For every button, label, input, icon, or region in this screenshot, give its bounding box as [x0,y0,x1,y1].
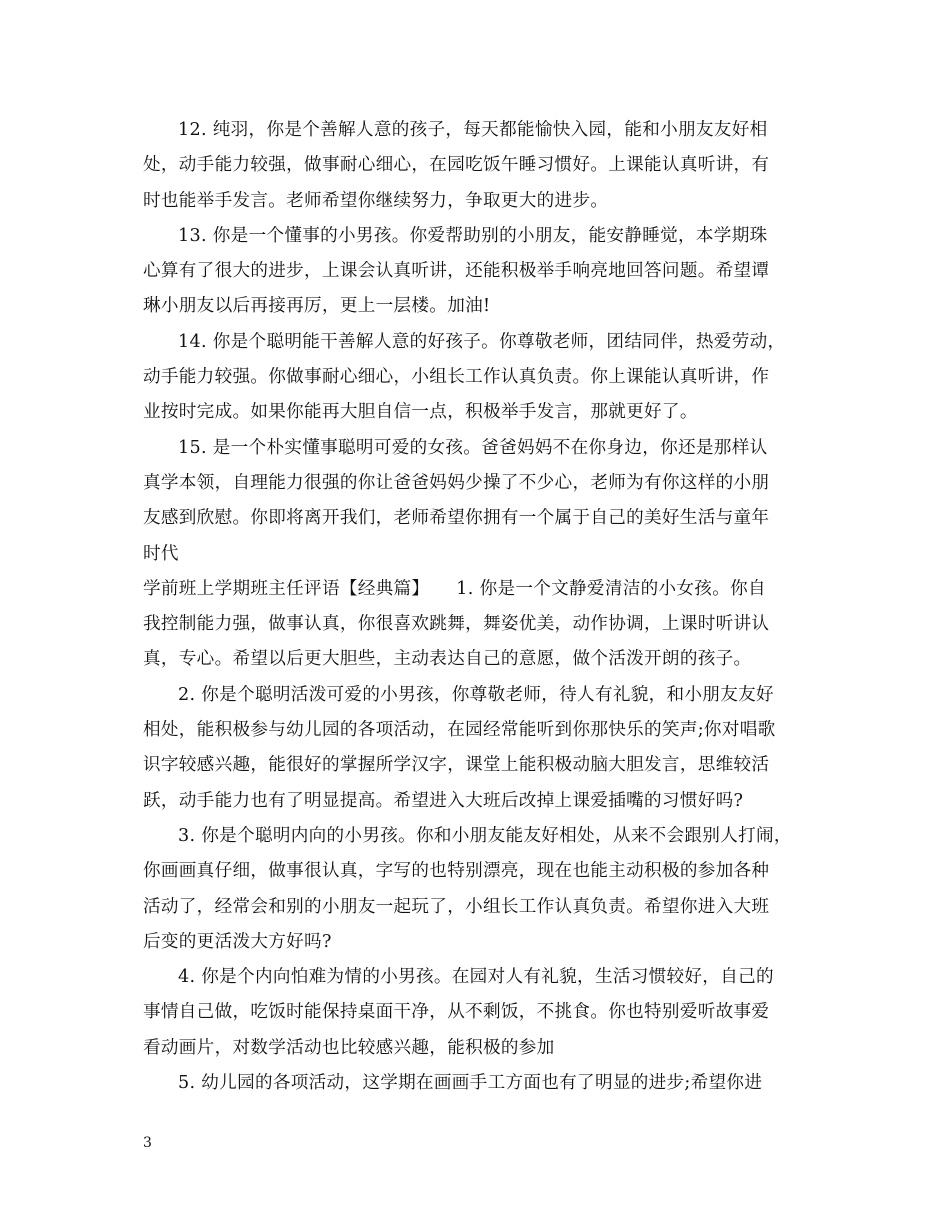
text-line: 友感到欣慰。你即将离开我们，老师希望你拥有一个属于自己的美好生活与童年 [143,508,770,529]
text-line: 12. 纯羽，你是个善解人意的孩子，每天都能愉快入园，能和小朋友友好相 [178,120,768,140]
text-line: 业按时完成。如果你能再大胆自信一点，积极举手发言，那就更好了。 [143,402,698,423]
text-line: 5. 幼儿园的各项活动，这学期在画画手工方面也有了明显的进步;希望你进 [178,1073,763,1094]
text-line: 活动了，经常会和别的小朋友一起玩了，小组长工作认真负责。希望你进入大班 [143,896,770,917]
text-line: 时代 [143,543,179,564]
text-line: 我控制能力强，做事认真，你很喜欢跳舞，舞姿优美，动作协调，上课时听讲认 [143,614,770,635]
text-line: 15. 是一个朴实懂事聪明可爱的女孩。爸爸妈妈不在你身边，你还是那样认 [178,437,768,458]
section-heading-line: 学前班上学期班主任评语【经典篇】 1. 你是一个文静爱清洁的小女孩。你自 [143,578,766,599]
page-number: 3 [143,1135,152,1151]
text-line: 处，动手能力较强，做事耐心细心，在园吃饭午睡习惯好。上课能认真听讲，有 [143,155,770,176]
text-line: 时也能举手发言。老师希望你继续努力，争取更大的进步。 [143,190,609,211]
body-text [143,113,815,1101]
text-line: 4. 你是个内向怕难为情的小男孩。在园对人有礼貌，生活习惯较好，自己的 [178,967,774,988]
text-line: 相处，能积极参与幼儿园的各项活动，在园经常能听到你那快乐的笑声;你对唱歌 [143,720,776,741]
text-line: 14. 你是个聪明能干善解人意的好孩子。你尊敬老师，团结同伴，热爱劳动， [178,331,786,352]
text-line: 13. 你是一个懂事的小男孩。你爱帮助别的小朋友，能安静睡觉，本学期珠 [178,225,768,246]
text-line: 跃，动手能力也有了明显提高。希望进入大班后改掉上课爱插嘴的习惯好吗? [143,790,744,811]
text-line: 琳小朋友以后再接再厉，更上一层楼。加油! [143,296,491,317]
text-line: 你画画真仔细，做事很认真，字写的也特别漂亮，现在也能主动积极的参加各种 [143,861,770,882]
text-line: 真学本领，自理能力很强的你让爸爸妈妈少操了不少心，老师为有你这样的小朋 [143,472,770,493]
text-line: 动手能力较强。你做事耐心细心，小组长工作认真负责。你上课能认真听讲，作 [143,367,770,388]
text-line: 事情自己做，吃饭时能保持桌面干净，从不剩饭，不挑食。你也特别爱听故事爱 [143,1002,770,1023]
text-line: 3. 你是个聪明内向的小男孩。你和小朋友能友好相处，从来不会跟别人打闹， [178,825,792,846]
text-line: 看动画片，对数学活动也比较感兴趣，能积极的参加 [143,1037,555,1058]
text-line: 心算有了很大的进步，上课会认真听讲，还能积极举手响亮地回答问题。希望谭 [143,261,770,282]
text-line: 识字较感兴趣，能很好的掌握所学汉字，课堂上能积极动脑大胆发言，思维较活 [143,755,770,776]
text-line: 真，专心。希望以后更大胆些，主动表达自己的意愿，做个活泼开朗的孩子。 [143,649,752,670]
text-line: 后变的更活泼大方好吗? [143,931,332,952]
text-line: 2. 你是个聪明活泼可爱的小男孩，你尊敬老师，待人有礼貌，和小朋友友好 [178,684,774,705]
